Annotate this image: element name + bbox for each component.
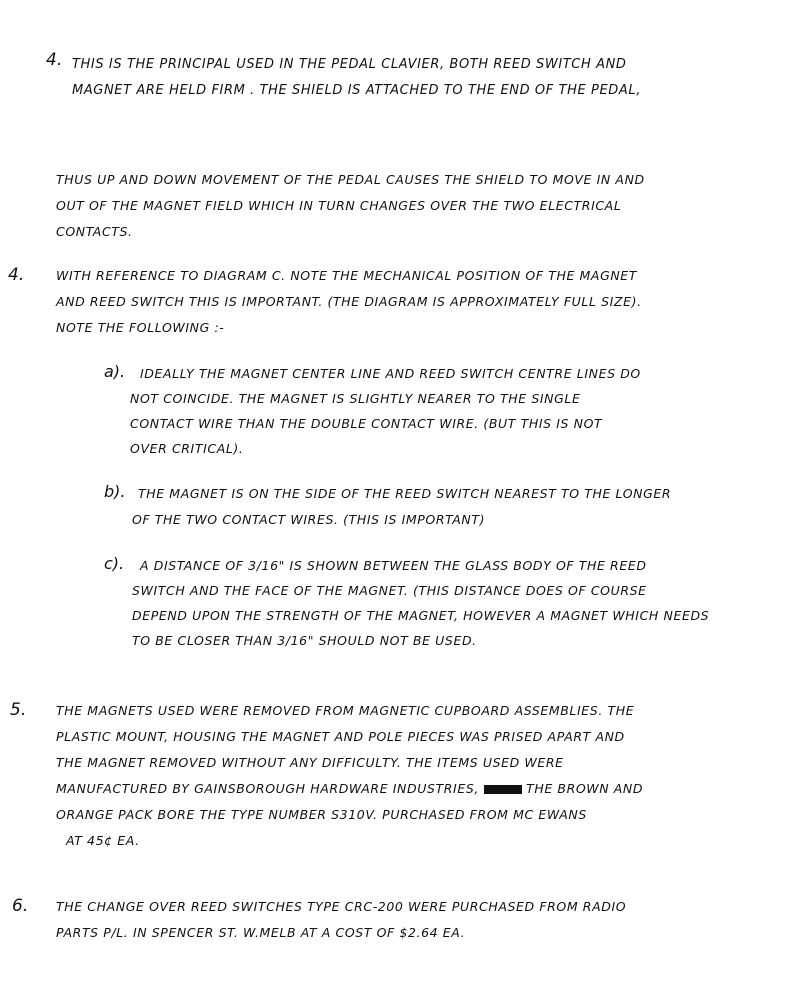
text-line: IDEALLY THE MAGNET CENTER LINE AND REED SWITCH CENTRE LINES DO (140, 366, 641, 381)
subitem-label-c: c). (104, 554, 125, 573)
text-line (56, 781, 643, 796)
text-line: THE CHANGE OVER REED SWITCHES TYPE CRC-200 WERE PURCHASED FROM RADIO (56, 899, 627, 914)
subitem-label-a: a). (104, 362, 126, 381)
item-number: 5. (10, 700, 27, 720)
subitem-label-b: b). (104, 482, 126, 501)
text-line: OVER CRITICAL). (130, 441, 244, 456)
text-line: CONTACTS. (56, 224, 133, 239)
text-line: THE MAGNET IS ON THE SIDE OF THE REED SWITCH NEAREST TO THE LONGER (138, 486, 672, 501)
item-number: 6. (12, 896, 29, 916)
text-line: ORANGE PACK BORE THE TYPE NUMBER S310V. PURCHASED FROM MC EWANS (56, 807, 587, 822)
text-line: SWITCH AND THE FACE OF THE MAGNET. (THIS DISTANCE DOES OF COURSE (132, 583, 647, 598)
item-number: 4. (8, 265, 25, 285)
text-line: THE MAGNETS USED WERE REMOVED FROM MAGNETIC CUPBOARD ASSEMBLIES. THE (56, 703, 635, 718)
text-line: NOT COINCIDE. THE MAGNET IS SLIGHTLY NEARER TO THE SINGLE (130, 391, 581, 406)
text-line: PARTS P/L. IN SPENCER ST. W.MELB AT A COST OF $2.64 EA. (56, 925, 466, 940)
text-line: NOTE THE FOLLOWING :- (56, 320, 225, 335)
text-line: AND REED SWITCH THIS IS IMPORTANT. (THE DIAGRAM IS APPROXIMATELY FULL SIZE). (56, 294, 642, 309)
text-line: OUT OF THE MAGNET FIELD WHICH IN TURN CHANGES OVER THE TWO ELECTRICAL (56, 198, 622, 213)
text-segment: MANUFACTURED BY GAINSBOROUGH HARDWARE INDUSTRIES, (56, 781, 479, 796)
text-line: THE MAGNET REMOVED WITHOUT ANY DIFFICULTY. THE ITEMS USED WERE (56, 755, 564, 770)
text-line: A DISTANCE OF 3/16" IS SHOWN BETWEEN THE GLASS BODY OF THE REED (140, 558, 647, 573)
text-line: OF THE TWO CONTACT WIRES. (THIS IS IMPORTANT) (132, 512, 486, 527)
redaction-mark (484, 785, 522, 794)
text-segment: THE BROWN AND (526, 781, 644, 796)
text-line: AT 45¢ EA. (66, 833, 140, 848)
text-line: WITH REFERENCE TO DIAGRAM C. NOTE THE MECHANICAL POSITION OF THE MAGNET (56, 268, 638, 283)
text-line: THUS UP AND DOWN MOVEMENT OF THE PEDAL CAUSES THE SHIELD TO MOVE IN AND (56, 172, 645, 187)
text-line: PLASTIC MOUNT, HOUSING THE MAGNET AND POLE PIECES WAS PRISED APART AND (56, 729, 625, 744)
text-line: DEPEND UPON THE STRENGTH OF THE MAGNET, HOWEVER A MAGNET WHICH NEEDS (132, 608, 710, 623)
text-line: CONTACT WIRE THAN THE DOUBLE CONTACT WIRE. (BUT THIS IS NOT (130, 416, 603, 431)
text-line: MAGNET ARE HELD FIRM . THE SHIELD IS ATTACHED TO THE END OF THE PEDAL, (72, 83, 641, 98)
text-line: TO BE CLOSER THAN 3/16" SHOULD NOT BE USED. (132, 633, 477, 648)
item-number: 4. (46, 50, 63, 70)
text-line: THIS IS THE PRINCIPAL USED IN THE PEDAL CLAVIER, BOTH REED SWITCH AND (72, 57, 627, 72)
